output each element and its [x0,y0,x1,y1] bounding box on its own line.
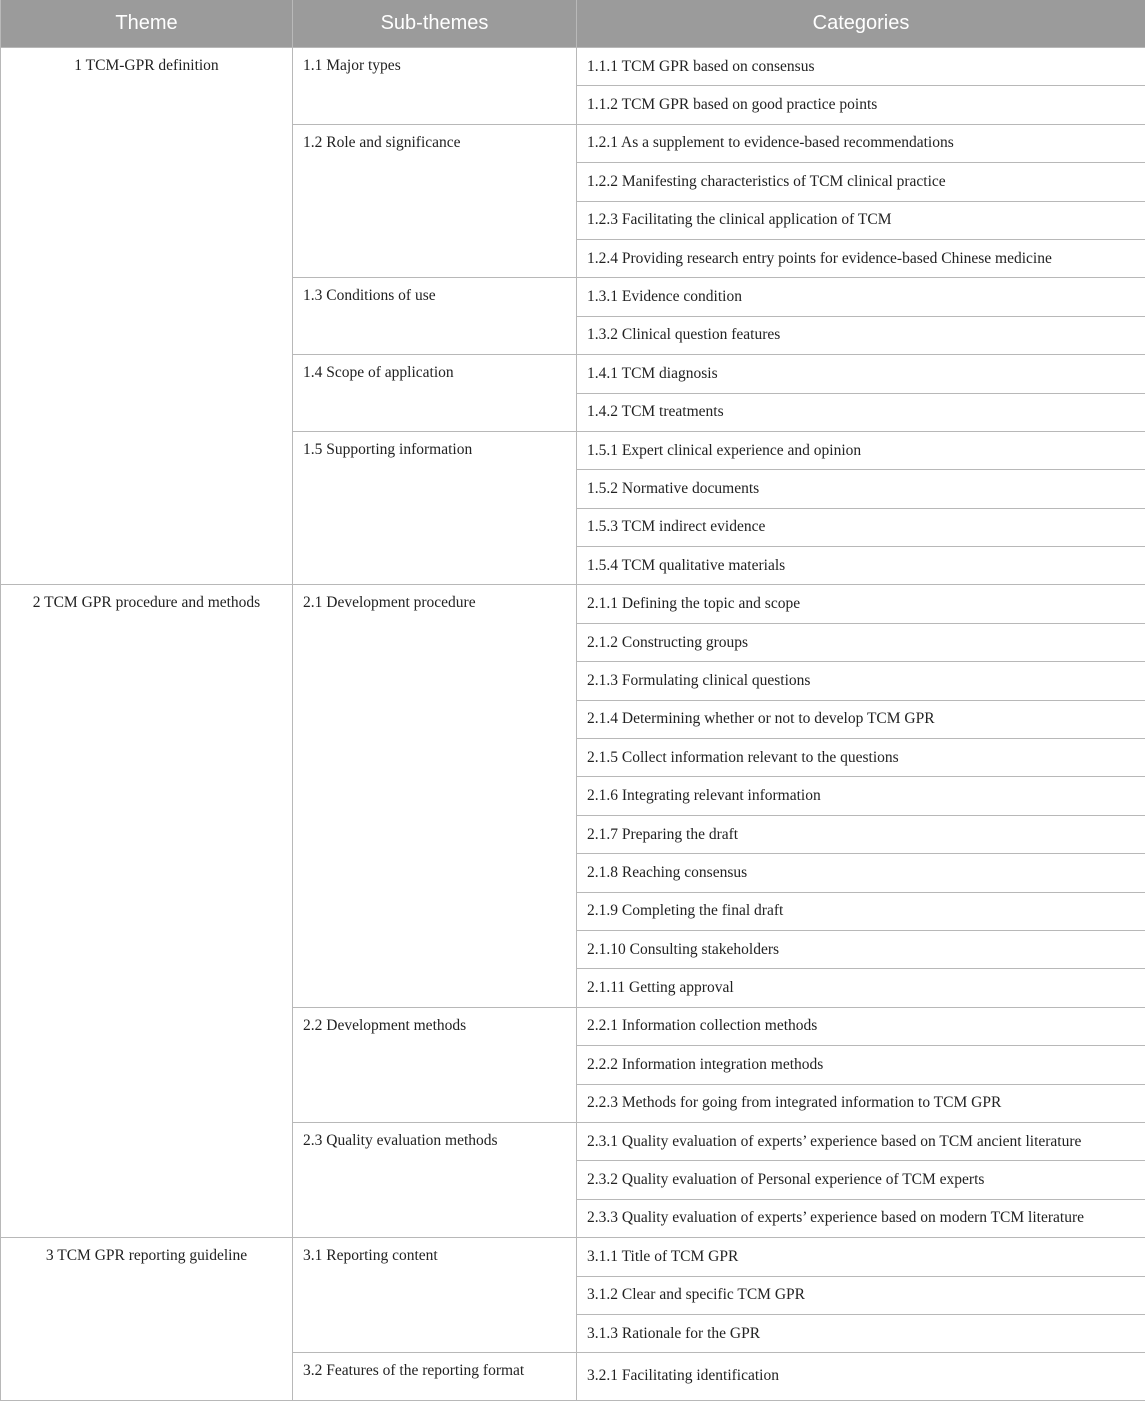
category-cell: 2.2.1 Information collection methods [577,1007,1145,1045]
category-cell: 1.5.4 TCM qualitative materials [577,547,1145,585]
category-cell: 2.3.1 Quality evaluation of experts’ experience based on TCM ancient literature [577,1122,1145,1160]
theme-cell: 1 TCM-GPR definition [1,48,293,585]
category-cell: 2.3.3 Quality evaluation of experts’ experience based on modern TCM literature [577,1199,1145,1237]
category-cell: 1.5.3 TCM indirect evidence [577,508,1145,546]
category-cell: 2.1.1 Defining the topic and scope [577,585,1145,623]
header-categories: Categories [577,0,1145,48]
header-theme: Theme [1,0,293,48]
category-cell: 3.1.3 Rationale for the GPR [577,1314,1145,1352]
header-row [1,0,1145,48]
category-cell: 1.4.1 TCM diagnosis [577,355,1145,393]
category-cell: 2.2.2 Information integration methods [577,1046,1145,1084]
subtheme-cell: 1.5 Supporting information [293,431,577,585]
category-cell: 3.1.2 Clear and specific TCM GPR [577,1276,1145,1314]
category-cell: 1.4.2 TCM treatments [577,393,1145,431]
category-cell: 2.1.3 Formulating clinical questions [577,662,1145,700]
theme-cell: 2 TCM GPR procedure and methods [1,585,293,1238]
category-cell: 3.2.1 Facilitating identification [577,1353,1145,1400]
category-cell: 1.3.1 Evidence condition [577,278,1145,316]
subtheme-cell: 3.2 Features of the reporting format [293,1353,577,1400]
category-cell: 1.1.1 TCM GPR based on consensus [577,48,1145,86]
category-cell: 2.1.8 Reaching consensus [577,854,1145,892]
category-cell: 1.2.4 Providing research entry points for evidence-based Chinese medicine [577,239,1145,277]
table-body [1,48,1145,1401]
table-row [1,48,1145,86]
table-row [1,585,1145,623]
category-cell: 2.1.7 Preparing the draft [577,815,1145,853]
category-cell: 2.1.10 Consulting stakeholders [577,930,1145,968]
subtheme-cell: 1.1 Major types [293,48,577,125]
subtheme-cell: 2.2 Development methods [293,1007,577,1122]
subtheme-cell: 2.3 Quality evaluation methods [293,1122,577,1237]
category-cell: 2.1.4 Determining whether or not to develop TCM GPR [577,700,1145,738]
category-cell: 1.2.3 Facilitating the clinical application of TCM [577,201,1145,239]
subtheme-cell: 1.4 Scope of application [293,355,577,432]
category-cell: 2.1.6 Integrating relevant information [577,777,1145,815]
category-cell: 1.2.1 As a supplement to evidence-based recommendations [577,124,1145,162]
category-cell: 2.1.5 Collect information relevant to the questions [577,739,1145,777]
category-cell: 1.2.2 Manifesting characteristics of TCM clinical practice [577,163,1145,201]
category-cell: 3.1.1 Title of TCM GPR [577,1238,1145,1276]
subtheme-cell: 1.3 Conditions of use [293,278,577,355]
theme-cell: 3 TCM GPR reporting guideline [1,1238,293,1401]
category-cell: 2.2.3 Methods for going from integrated information to TCM GPR [577,1084,1145,1122]
category-cell: 1.5.1 Expert clinical experience and opinion [577,431,1145,469]
subtheme-cell: 1.2 Role and significance [293,124,577,278]
category-cell: 1.3.2 Clinical question features [577,316,1145,354]
subtheme-cell: 2.1 Development procedure [293,585,577,1007]
category-cell: 1.1.2 TCM GPR based on good practice points [577,86,1145,124]
category-cell: 2.1.9 Completing the final draft [577,892,1145,930]
table-header [1,0,1145,48]
category-cell: 2.3.2 Quality evaluation of Personal experience of TCM experts [577,1161,1145,1199]
category-cell: 2.1.11 Getting approval [577,969,1145,1007]
subtheme-cell: 3.1 Reporting content [293,1238,577,1353]
category-cell: 2.1.2 Constructing groups [577,623,1145,661]
table-row [1,1238,1145,1276]
category-cell: 1.5.2 Normative documents [577,470,1145,508]
header-subthemes: Sub-themes [293,0,577,48]
